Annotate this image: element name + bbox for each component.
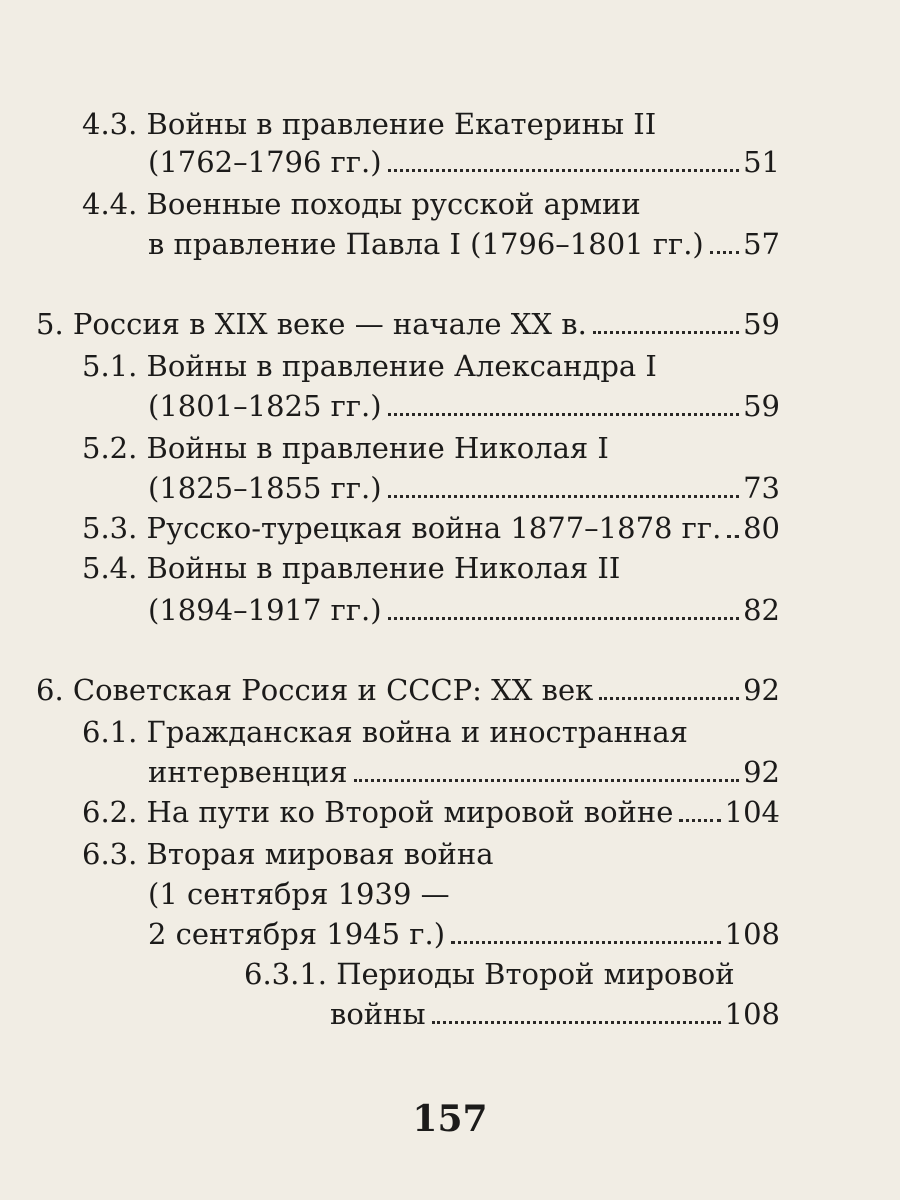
toc-entry-6-3-1-detail bbox=[330, 980, 780, 1032]
toc-entry-page: 82 bbox=[743, 593, 780, 627]
toc-entry-page: 80 bbox=[743, 511, 780, 545]
toc-entry-text: 5.2. Войны в правление Николая I bbox=[82, 431, 609, 465]
toc-entry-text: 6.2. На пути ко Второй мировой войне bbox=[82, 795, 674, 829]
toc-entry-text: интервенция bbox=[148, 755, 348, 789]
toc-entry-text: 4.4. Военные походы русской армии bbox=[82, 187, 641, 221]
toc-entry-text: 5.4. Войны в правление Николая II bbox=[82, 551, 621, 585]
toc-entry-text: (1762–1796 гг.) bbox=[148, 145, 382, 179]
leader-dots bbox=[432, 1021, 721, 1024]
toc-entry-page: 104 bbox=[724, 795, 780, 829]
toc-entry-page: 59 bbox=[743, 307, 780, 341]
toc-entry-page: 108 bbox=[724, 997, 780, 1031]
toc-entry-text: 4.3. Войны в правление Екатерины II bbox=[82, 107, 657, 141]
toc-entry-text: войны bbox=[330, 997, 426, 1031]
toc-entry-page: 92 bbox=[743, 673, 780, 707]
toc-entry-text: в правление Павла I (1796–1801 гг.) bbox=[148, 227, 704, 261]
toc-entry-text: 6.3. Вторая мировая война bbox=[82, 837, 494, 871]
toc-entry-text: 2 сентября 1945 г.) bbox=[148, 917, 446, 951]
page-number: 157 bbox=[412, 1098, 488, 1140]
toc-entry-text: (1825–1855 гг.) bbox=[148, 471, 382, 505]
leader-dots bbox=[388, 617, 740, 620]
toc-entry-text: (1 сентября 1939 — bbox=[148, 877, 450, 911]
toc-entry-text: 5.3. Русско-турецкая война 1877–1878 гг. bbox=[82, 511, 722, 545]
toc-entry-text: (1894–1917 гг.) bbox=[148, 593, 382, 627]
leader-dots bbox=[679, 819, 720, 822]
toc-entry-page: 57 bbox=[743, 227, 780, 261]
toc-entry-page: 59 bbox=[743, 389, 780, 423]
toc-entry-text: 5.1. Войны в правление Александра I bbox=[82, 349, 657, 383]
toc-entry-text: 6. Советская Россия и СССР: XX век bbox=[36, 673, 594, 707]
toc-entry-page: 73 bbox=[743, 471, 780, 505]
toc-entry-page: 51 bbox=[743, 145, 780, 179]
toc-entry-page: 92 bbox=[743, 755, 780, 789]
toc-entry-text: 6.1. Гражданская война и иностранная bbox=[82, 715, 688, 749]
leader-dots bbox=[710, 251, 739, 254]
toc-entry-text: 6.3.1. Периоды Второй мировой bbox=[244, 957, 735, 991]
toc-entry-text: (1801–1825 гг.) bbox=[148, 389, 382, 423]
toc-entry-4-4-detail bbox=[148, 210, 780, 262]
toc-entry-5-4-dates bbox=[148, 576, 780, 628]
leader-dots bbox=[727, 535, 739, 538]
toc-entry-page: 108 bbox=[724, 917, 780, 951]
toc-entry-text: 5. Россия в XIX веке — начале XX в. bbox=[36, 307, 587, 341]
